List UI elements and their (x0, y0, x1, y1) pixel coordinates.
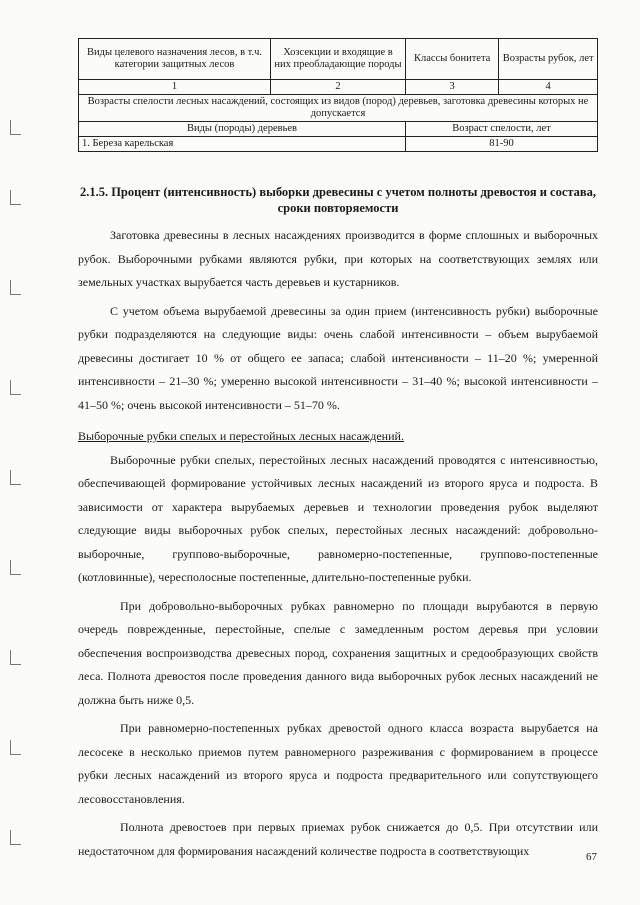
paragraph: С учетом объема вырубаемой древесины за один прием (интенсивность рубки) выборочные рубки подразделяются на следующие виды: очень слабой интенсивности – объем вырубаемой древесины достигает 10 % от общего ее запаса; слабой интенсивности – 11–20 %; умеренной интенсивности – 21–30 %; умеренно высокой интенсивности – 31–40 %; высокой интенсивности – 41–50 %; очень высокой интенсивности – 51–70 %. (78, 303, 598, 412)
table-number-cell: 1 (79, 80, 271, 95)
subheading (78, 425, 598, 449)
binding-margin-marks (0, 0, 30, 905)
margin-tick (10, 560, 21, 575)
subheading-text: Выборочные рубки спелых и перестойных лесных насаждений. (78, 429, 404, 443)
table-subheader-row (79, 122, 598, 137)
table-header-cell: Возрасты рубок, лет (499, 39, 598, 80)
margin-tick (10, 120, 21, 135)
margin-tick (10, 650, 21, 665)
table-header-cell: Виды целевого назначения лесов, в т.ч. категории защитных лесов (79, 39, 271, 80)
table-number-cell: 4 (499, 80, 598, 95)
table-header-cell: Классы бонитета (405, 39, 498, 80)
table-number-row (79, 80, 598, 95)
paragraph: Полнота древостоев при первых приемах рубок снижается до 0,5. При отсутствии или недостаточном для формирования насаждений количестве подроста в соответствующих (78, 820, 598, 858)
table-subheader-cell: Виды (породы) деревьев (79, 122, 406, 137)
paragraph: Выборочные рубки спелых, перестойных лесных насаждений проводятся с интенсивностью, обеспечивающей формирование устойчивых лесных насаждений из второго яруса и подроста. В зависимости от характера вырубаемых деревьев и технологии проведения рубок выделяют следующие виды выборочных рубок спелых, перестойных лесных насаждений: добровольно-выборочные, группово-выборочные, равномерно-постепенные, группово-постепенные (котловинные), чересполосные постепенные, длительно-постепенные рубки. (78, 452, 598, 584)
margin-tick (10, 280, 21, 295)
table-merged-row (79, 95, 598, 122)
table-number-cell: 2 (271, 80, 406, 95)
margin-tick (10, 830, 21, 845)
table-cell-species: 1. Береза карельская (79, 137, 406, 152)
table-merged-cell: Возрасты спелости лесных насаждений, состоящих из видов (пород) деревьев, заготовка древесины которых не допускается (79, 95, 598, 122)
section-heading: 2.1.5. Процент (интенсивность) выборки древесины с учетом полноты древостоя и состава, сроки повторяемости (79, 185, 597, 215)
page-number: 67 (586, 851, 597, 863)
table-number-cell: 3 (405, 80, 498, 95)
document-page (78, 38, 598, 863)
paragraph: Заготовка древесины в лесных насаждениях производится в форме сплошных и выборочных рубок. Выборочными рубками являются рубки, при которых на соответствующих землях или земельных участках вырубается часть деревьев и кустарников. (78, 228, 598, 289)
margin-tick (10, 470, 21, 485)
margin-tick (10, 740, 21, 755)
table-cell-age: 81-90 (405, 137, 597, 152)
table-header-cell: Хозсекции и входящие в них преобладающие породы (271, 39, 406, 80)
paragraph: При добровольно-выборочных рубках равномерно по площади вырубаются в первую очередь поврежденные, перестойные, спелые с замедленным ростом деревья при условии обеспечения воспроизводства древесных пород, сохранения защитных и средообразующих свойств леса. Полнота древостоя после проведения данного вида выборочных рубок лесных насаждений не должна быть ниже 0,5. (78, 598, 598, 707)
margin-tick (10, 380, 21, 395)
forest-table (78, 38, 598, 152)
margin-tick (10, 190, 21, 205)
table-subheader-cell: Возраст спелости, лет (405, 122, 597, 137)
paragraph: При равномерно-постепенных рубках древостой одного класса возраста вырубается на лесосеке в несколько приемов путем равномерного разреживания с формированием в процессе рубки лесных насаждений из второго яруса и подроста предварительного или сопутствующего лесовосстановления. (78, 721, 598, 806)
table-row (79, 137, 598, 152)
table-header-row (79, 39, 598, 80)
